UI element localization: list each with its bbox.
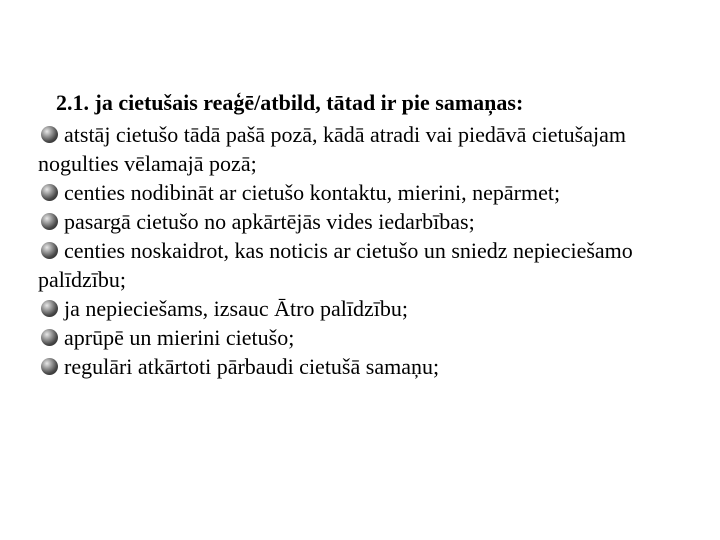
list-item [38,207,678,236]
sphere-bullet-icon [41,329,58,346]
sphere-bullet-icon [41,358,58,375]
list-item-text: centies nodibināt ar cietušo kontaktu, mierini, nepārmet; [64,180,561,205]
list-item [38,323,678,352]
slide-title: 2.1. ja cietušais reaģē/atbild, tātad ir pie samaņas: [56,90,524,115]
slide-content [38,86,678,381]
instruction-list [38,120,678,381]
list-item-text: aprūpē un mierini cietušo; [64,325,295,350]
list-item-text: atstāj cietušo tādā pašā pozā, kādā atradi vai piedāvā cietušajam nogulties vēlamajā pozā; [38,122,626,176]
sphere-bullet-icon [41,126,58,143]
sphere-bullet-icon [41,242,58,259]
sphere-bullet-icon [41,213,58,230]
list-item [38,178,678,207]
list-item [38,120,678,178]
list-item-text: ja nepieciešams, izsauc Ātro palīdzību; [64,296,408,321]
list-item [38,352,678,381]
sphere-bullet-icon [41,184,58,201]
sphere-bullet-icon [41,300,58,317]
list-item [38,236,678,294]
list-item [38,294,678,323]
list-item-text: regulāri atkārtoti pārbaudi cietušā samaņu; [64,354,440,379]
list-item-text: pasargā cietušo no apkārtējās vides iedarbības; [64,209,475,234]
list-item-text: centies noskaidrot, kas noticis ar cietušo un sniedz nepieciešamo palīdzību; [38,238,633,292]
